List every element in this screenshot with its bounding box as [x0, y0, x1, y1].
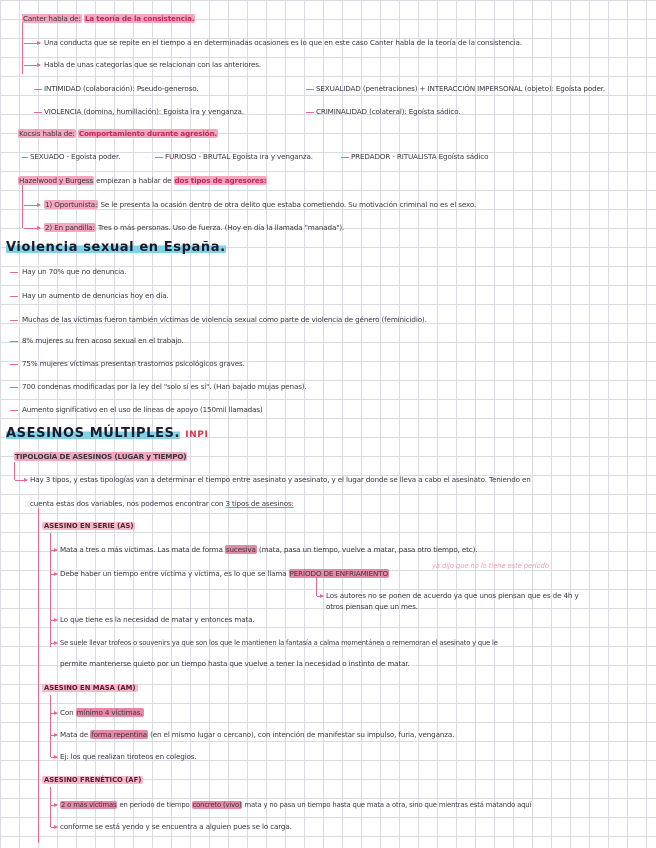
bracket-line [50, 787, 51, 827]
dash-icon [34, 89, 42, 90]
stat-item: 75% mujeres víctimas presentan trastornos psicológicos graves. [22, 359, 245, 368]
serial-killer-label: ASESINO EN SERIE (AS) [44, 522, 134, 530]
mass-killer-label: ASESINO EN MASA (AM) [44, 684, 136, 692]
arrow-icon [51, 713, 57, 714]
category-item: VIOLENCIA (domina, humillación): Egoísta ira y venganza. [44, 107, 244, 116]
arrow-icon [317, 596, 323, 597]
section-title-asesinos: ASESINOS MÚLTIPLES. INPI [6, 426, 209, 441]
category-item: SEXUALIDAD (penetraciones) + INTERACCIÓN IMPERSONAL (objeto): Egoísta poder. [316, 84, 606, 93]
aggressor-type-item: 1) Oportunista: Se le presenta la ocasión dentro de otra delito que estaba cometiendo. Su motivación criminal no es el sexo. [45, 200, 477, 209]
arrow-icon [51, 757, 57, 758]
dash-icon [34, 112, 42, 113]
arrow-icon [51, 620, 57, 621]
stat-item: Hay un aumento de denuncias hoy en día. [22, 291, 169, 300]
dash-icon [10, 296, 18, 297]
dash-icon [10, 387, 18, 388]
aggressor-type-item: 2) En pandilla: Tres o más personas. Uso de fuerza. (Hoy en día la llamada "manada"). [45, 223, 345, 232]
text-line: Los autores no se ponen de acuerdo ya que unos piensan que es de 4h y [326, 591, 579, 600]
arrow-icon [24, 205, 40, 206]
stat-item: Hay un 70% que no denuncia. [22, 267, 127, 276]
stat-item: Aumento significativo en el uso de líneas de apoyo (150mil llamadas) [22, 405, 263, 414]
arrow-icon [24, 228, 40, 229]
section-heading-kocsis: Kocsis habla de: Comportamiento durante agresión. [19, 129, 218, 138]
dash-icon [306, 112, 314, 113]
arrow-icon [51, 550, 57, 551]
dash-icon [22, 157, 28, 158]
category-item: CRIMINALIDAD (colateral): Egoísta sádico. [316, 107, 461, 116]
dash-icon [10, 272, 18, 273]
dash-icon [10, 341, 18, 342]
bracket-line [316, 578, 317, 596]
text-line: permite mantenerse quieto por un tiempo hasta que vuelve a tener la necesidad o instinto de matar. [60, 659, 410, 668]
stat-item: Muchas de las víctimas fueron también víctimas de violencia sexual como parte de violencia de género (feminicidio). [22, 315, 427, 324]
text-line: cuenta estas dos variables, nos podemos encontrar con 3 tipos de asesinos: [30, 499, 294, 508]
arrow-icon [24, 43, 40, 44]
text-line: Mata de forma repentina (en el mismo lugar o cercano), con intención de manifestar su impulso, furia, venganza. [60, 730, 455, 739]
text-line: Una conducta que se repite en el tiempo a en determinadas ocasiones es lo que en este caso Canter habla de la teoría de la consistencia. [44, 38, 522, 47]
section-heading-hazelwood: Hazelwood y Burgess empiezan a hablar de dos tipos de agresores: [19, 176, 267, 185]
arrow-icon [51, 735, 57, 736]
text-line: conforme se está yendo y se encuentra a alguien pues se lo carga. [60, 822, 292, 831]
behavior-item: SEXUADO - Egoísta poder. [30, 152, 121, 161]
behavior-item: PREDADOR - RITUALISTA Egoísta sádico [351, 152, 489, 161]
text-line: Habla de unas categorías que se relacionan con las anteriores. [44, 60, 261, 69]
arrow-icon [51, 643, 57, 644]
text-line: Ej: los que realizan tiroteos en colegios. [60, 752, 197, 761]
handwritten-note: ya dijo que no lo tiene este período [432, 562, 549, 570]
text-line: otros piensan que un mes. [326, 602, 418, 611]
section-heading-canter: Canter habla de: La teoría de la consistencia. [23, 14, 195, 23]
stat-item: 700 condenas modificadas por la ley del "solo sí es sí". (Han bajado mujas penas). [22, 382, 307, 391]
stat-item: 8% mujeres su fren acoso sexual en el trabajo. [22, 336, 184, 345]
dash-icon [341, 157, 349, 158]
arrow-icon [51, 827, 57, 828]
text-line: Con mínimo 4 víctimas. [60, 708, 143, 717]
dash-icon [10, 320, 18, 321]
arrow-icon [15, 480, 27, 481]
arrow-icon [51, 574, 57, 575]
dash-icon [10, 410, 18, 411]
bracket-line [50, 695, 51, 757]
arrow-icon [51, 805, 57, 806]
arrow-icon [24, 65, 40, 66]
behavior-item: FURIOSO - BRUTAL Egoísta ira y venganza. [165, 152, 313, 161]
text-line: 2 o más víctimas en período de tiempo concreto (vivo) mata y no pasa un tiempo hasta que mata a otra, sino que mientras está matando aquí [61, 801, 532, 809]
dash-icon [155, 157, 163, 158]
spree-killer-label: ASESINO FRENÉTICO (AF) [44, 776, 142, 784]
bracket-line [38, 508, 39, 843]
dash-icon [10, 364, 18, 365]
typology-heading: TIPOLOGÍA DE ASESINOS (LUGAR y TIEMPO) [15, 452, 187, 461]
text-line: Mata a tres o más víctimas. Las mata de forma sucesiva (mata, pasa un tiempo, vuelve a matar, pasa otro tiempo, etc). [60, 545, 478, 554]
text-line: Lo que tiene es la necesidad de matar y entonces mata. [60, 615, 255, 624]
category-item: INTIMIDAD (colaboración): Pseudo-generoso. [44, 84, 199, 93]
text-line: Hay 3 tipos, y estas tipologías van a determinar el tiempo entre asesinato y asesinato, y el lugar donde se lleva a cabo el asesinato. Teniendo en [30, 475, 531, 484]
section-title-violencia: Violencia sexual en España. [6, 240, 226, 255]
dash-icon [306, 89, 314, 90]
bracket-line [14, 462, 15, 480]
text-line: Se suele llevar trofeos o souvenirs ya que son los que le mantienen la fantasía a calma momentánea o rememoran el asesinato y que le [60, 639, 498, 647]
text-line: Debe haber un tiempo entre víctima y víctima, es lo que se llama PERÍODO DE ENFRIAMIENTO [60, 569, 388, 578]
